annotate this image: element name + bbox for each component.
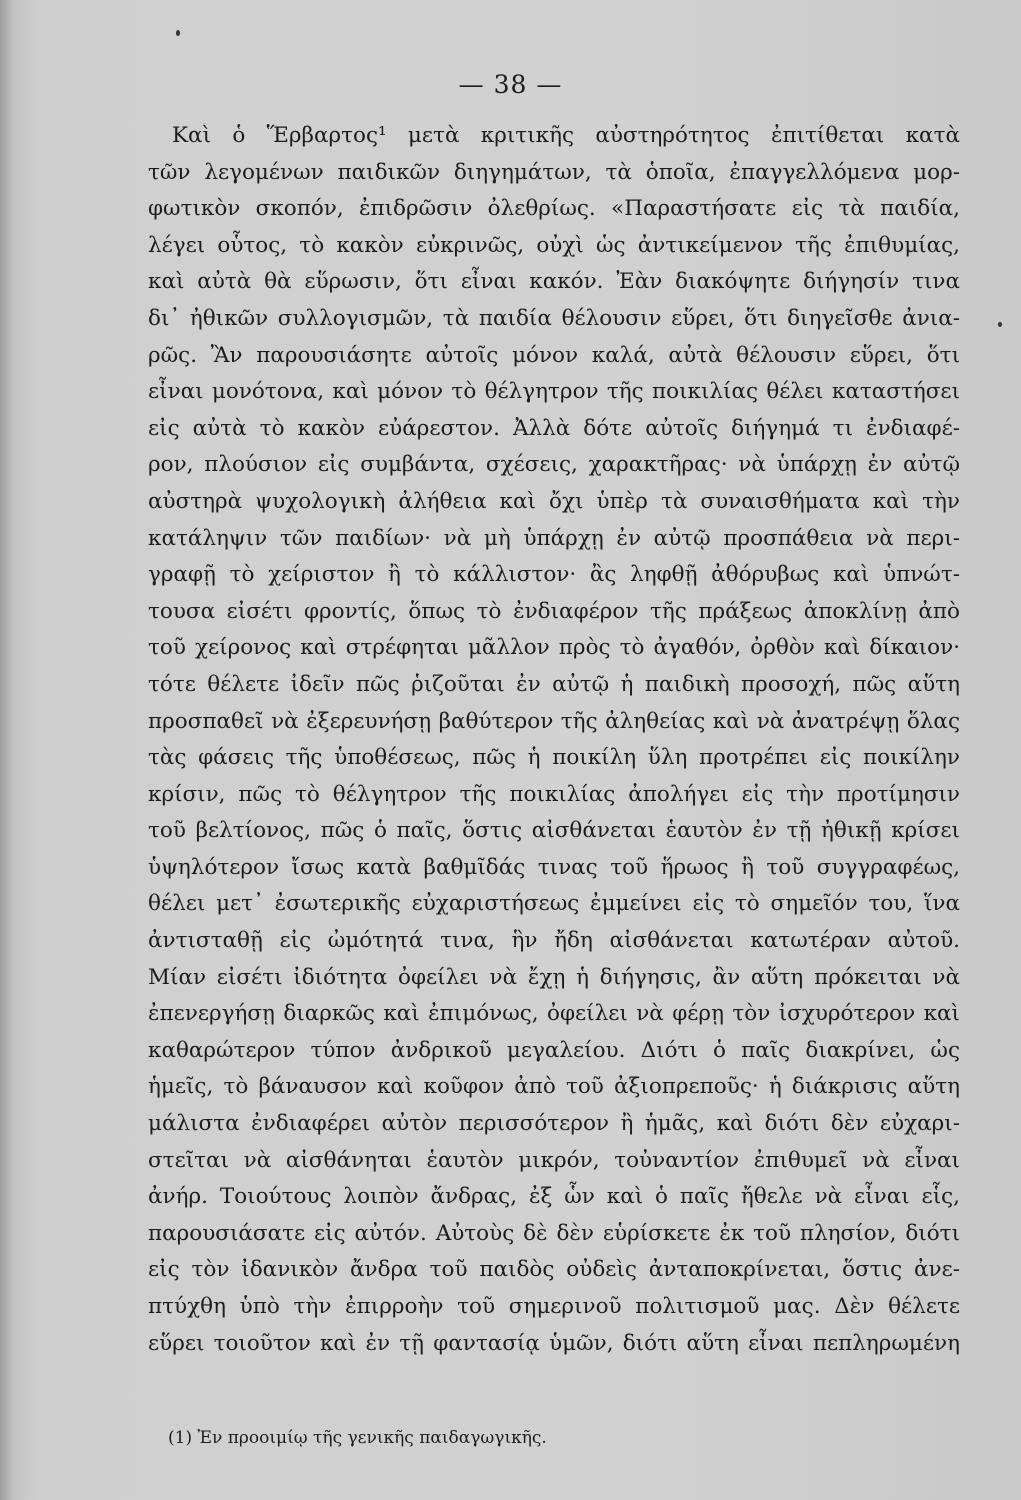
text-line [148, 1362, 960, 1399]
text-line: λέγει οὗτος, τὸ κακὸν εὐκρινῶς, οὐχὶ ὡς ἀντικείμενον τῆς ἐπιθυμίας, [148, 232, 960, 258]
text-line: τουσα εἰσέτι φροντίς, ὅπως τὸ ἐνδιαφέρον τῆς πράξεως ἀποκλίνῃ ἀπὸ [148, 598, 960, 624]
text-line: τοῦ χείρονος καὶ στρέφηται μᾶλλον πρὸς τὸ ἀγαθόν, ὀρθὸν καὶ δίκαιον· [148, 635, 960, 661]
text-line: ἐπενεργήσῃ διαρκῶς καὶ ἐπιμόνως, ὀφείλει νὰ φέρῃ τὸν ἰσχυρότερον καὶ [148, 1001, 960, 1027]
text-line: ἡμεῖς, τὸ βάναυσον καὶ κοῦφον ἀπὸ τοῦ ἀξιοπρεποῦς· ἡ διάκρισις αὕτη [148, 1074, 960, 1100]
text-line: εἰς αὐτὰ τὸ κακὸν εὐάρεστον. Ἀλλὰ δότε αὐτοῖς διήγημά τι ἐνδιαφέ- [148, 415, 960, 441]
text-line: ἀντισταθῇ εἰς ὠμότητά τινα, ἣν ἤδη αἰσθάνεται κατωτέραν αὐτοῦ. [148, 928, 960, 954]
ink-speck [998, 322, 1002, 327]
text-line: κατάληψιν τῶν παιδίων· νὰ μὴ ὑπάρχῃ ἐν αὐτῷ προσπάθεια νὰ περι- [148, 525, 960, 551]
text-line: αὐστηρὰ ψυχολογικὴ ἀλήθεια καὶ ὄχι ὑπὲρ τὰ συναισθήματα καὶ τὴν [148, 488, 960, 514]
text-line: τότε θέλετε ἰδεῖν πῶς ῥιζοῦται ἐν αὐτῷ ἡ παιδικὴ προσοχή, πῶς αὕτη [148, 671, 960, 697]
footnote: (1) Ἐν προοιμίῳ τῆς γενικῆς παιδαγωγικῆς. [168, 1428, 547, 1448]
page-number: — 38 — [458, 70, 563, 99]
text-line: προσπαθεῖ νὰ ἐξερευνήσῃ βαθύτερον τῆς ἀληθείας καὶ νὰ ἀνατρέψῃ ὅλας [148, 708, 960, 734]
text-line: θέλει μετ᾽ ἐσωτερικῆς εὐχαριστήσεως ἐμμείνει εἰς τὸ σημεῖόν του, ἵνα [148, 891, 960, 917]
ink-speck [176, 30, 180, 36]
text-line: εἶναι μονότονα, καὶ μόνον τὸ θέλγητρον τῆς ποικιλίας θέλει καταστήσει [148, 379, 960, 405]
text-line: δι᾽ ἠθικῶν συλλογισμῶν, τὰ παιδία θέλουσιν εὕρει, ὅτι διηγεῖσθε ἀνια- [148, 305, 960, 331]
text-line: καὶ αὐτὰ θὰ εὕρωσιν, ὅτι εἶναι κακόν. Ἐὰν διακόψητε διήγησίν τινα [148, 269, 960, 295]
text-line: Καὶ ὁ Ἕρβαρτος¹ μετὰ κριτικῆς αὐστηρότητος ἐπιτίθεται κατὰ [172, 123, 960, 148]
body-text [148, 118, 960, 1399]
text-line: πτύχθη ὑπὸ τὴν ἐπιρροὴν τοῦ σημερινοῦ πολιτισμοῦ μας. Δὲν θέλετε [148, 1294, 960, 1319]
text-line: στεῖται νὰ αἰσθάνηται ἑαυτὸν μικρόν, τοὐναντίον ἐπιθυμεῖ νὰ εἶναι [148, 1147, 960, 1173]
text-line: τῶν λεγομένων παιδικῶν διηγημάτων, τὰ ὁποῖα, ἐπαγγελλόμενα μορ- [148, 159, 960, 185]
text-line: ρῶς. Ἂν παρουσιάσητε αὐτοῖς μόνον καλά, αὐτὰ θέλουσιν εὕρει, ὅτι [148, 342, 960, 368]
text-line: κρίσιν, πῶς τὸ θέλγητρον τῆς ποικιλίας ἀπολήγει εἰς τὴν προτίμησιν [148, 781, 960, 807]
text-line: ρον, πλούσιον εἰς συμβάντα, σχέσεις, χαρακτῆρας· νὰ ὑπάρχῃ ἐν αὐτῷ [148, 452, 960, 478]
text-line: εἰς τὸν ἰδανικὸν ἄνδρα τοῦ παιδὸς οὐδεὶς ἀνταποκρίνεται, ὅστις ἀνε- [148, 1257, 960, 1283]
text-line: παρουσιάσατε εἰς αὐτόν. Αὐτοὺς δὲ δὲν εὑρίσκετε ἐκ τοῦ πλησίον, διότι [148, 1220, 960, 1246]
text-line: τοῦ βελτίονος, πῶς ὁ παῖς, ὅστις αἰσθάνεται ἑαυτὸν ἐν τῇ ἠθικῇ κρίσει [148, 818, 960, 844]
text-line: καθαρώτερον τύπον ἀνδρικοῦ μεγαλείου. Διότι ὁ παῖς διακρίνει, ὡς [148, 1037, 960, 1063]
text-line: Μίαν εἰσέτι ἰδιότητα ὀφείλει νὰ ἔχῃ ἡ διήγησις, ἂν αὕτη πρόκειται νὰ [148, 964, 960, 990]
text-line: μάλιστα ἐνδιαφέρει αὐτὸν περισσότερον ἢ ἡμᾶς, καὶ διότι δὲν εὐχαρι- [148, 1111, 960, 1137]
text-line: φωτικὸν σκοπόν, ἐπιδρῶσιν ὀλεθρίως. «Παραστήσατε εἰς τὰ παιδία, [148, 196, 960, 222]
text-line: ἀνήρ. Τοιούτους λοιπὸν ἄνδρας, ἐξ ὧν καὶ ὁ παῖς ἤθελε νὰ εἶναι εἷς, [148, 1184, 960, 1210]
text-line: ὑψηλότερον ἴσως κατὰ βαθμῖδάς τινας τοῦ ἥρωος ἢ τοῦ συγγραφέως, [148, 854, 960, 880]
text-line: τὰς φάσεις τῆς ὑποθέσεως, πῶς ἡ ποικίλη ὕλη προτρέπει εἰς ποικίλην [148, 745, 960, 771]
text-line: γραφῇ τὸ χείριστον ἢ τὸ κάλλιστον· ἂς ληφθῇ ἀθόρυβως καὶ ὑπνώτ- [148, 562, 960, 588]
text-line: εὕρει τοιοῦτον καὶ ἐν τῇ φαντασίᾳ ὑμῶν, διότι αὕτη εἶναι πεπληρωμένη [148, 1330, 960, 1356]
